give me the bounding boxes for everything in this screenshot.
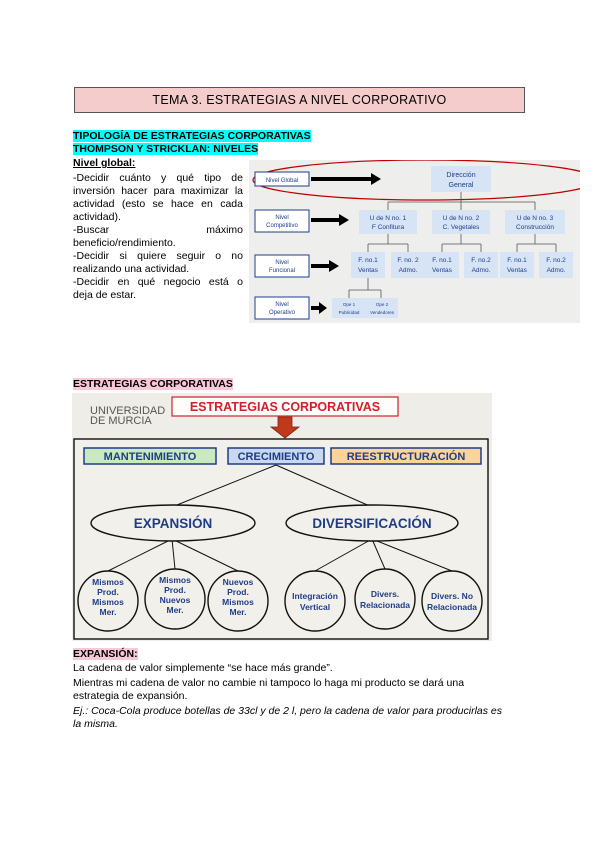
branch-expansion	[91, 505, 255, 541]
level-box-funcional	[255, 255, 309, 277]
example-line: Ej.: Coca-Cola produce botellas de 33cl y de 2 l, pero la cadena de valor para producirlas es	[73, 705, 502, 717]
svg-text:U de N no. 3: U de N no. 3	[516, 215, 554, 222]
svg-text:Admo.: Admo.	[546, 267, 566, 274]
diagram-title-box	[172, 397, 398, 416]
text-line: realizando una actividad.	[73, 263, 190, 275]
text-line: -Buscar máximo	[73, 224, 243, 236]
text-line: Mientras mi cadena de valor no cambie ni tampoco lo haga mi producto se dará una	[73, 677, 465, 689]
heading-estrategias: ESTRATEGIAS CORPORATIVAS	[73, 378, 233, 390]
svg-text:REESTRUCTURACIÓN: REESTRUCTURACIÓN	[346, 451, 466, 463]
nivel-global-text	[73, 172, 243, 302]
corporate-diagram-svg	[72, 393, 492, 641]
svg-text:Construcción: Construcción	[516, 224, 554, 231]
svg-text:Mismos: Mismos	[159, 575, 191, 585]
svg-text:Publicidad: Publicidad	[338, 310, 360, 315]
svg-text:Nivel: Nivel	[275, 215, 289, 221]
svg-text:Operativo: Operativo	[268, 310, 296, 316]
text-line: beneficio/rendimiento.	[73, 237, 176, 249]
level-arrow	[311, 260, 339, 272]
svg-text:Nivel: Nivel	[275, 260, 289, 266]
heading-tipologia: TIPOLOGÍA DE ESTRATEGIAS CORPORATIVAS	[73, 130, 311, 142]
svg-text:MANTENIMIENTO: MANTENIMIENTO	[103, 451, 197, 463]
svg-text:F. no.2: F. no.2	[471, 257, 491, 264]
leaf-divers-no-relacionada	[422, 571, 482, 631]
svg-text:Dirección: Dirección	[446, 172, 476, 179]
svg-text:Admo.: Admo.	[471, 267, 491, 274]
expansion-text	[73, 662, 527, 731]
text-line: inversión hacer para maximizar la	[73, 185, 243, 197]
text-line: -Decidir cuánto y qué tipo de	[73, 172, 243, 184]
operative-box	[332, 298, 366, 318]
text-line: -Decidir si quiere seguir o no	[73, 250, 243, 262]
level-arrow	[311, 214, 349, 226]
section-heading	[73, 648, 138, 661]
functional-box	[351, 252, 385, 278]
svg-text:Ope 2: Ope 2	[375, 302, 389, 307]
svg-text:U de N no. 2: U de N no. 2	[442, 215, 480, 222]
category-mantenimiento	[84, 448, 216, 464]
svg-text:ESTRATEGIAS CORPORATIVAS: ESTRATEGIAS CORPORATIVAS	[189, 400, 381, 414]
operative-box	[366, 298, 398, 318]
svg-text:Nivel: Nivel	[275, 302, 289, 308]
svg-text:Integración: Integración	[292, 591, 338, 601]
svg-text:Nuevos: Nuevos	[159, 595, 191, 605]
university-logo-line2: DE MURCIA	[90, 415, 152, 427]
svg-text:F Confitura: F Confitura	[371, 224, 405, 231]
levels-diagram-svg	[249, 160, 580, 323]
svg-text:EXPANSIÓN: EXPANSIÓN	[133, 516, 213, 531]
level-box-competitivo	[255, 210, 309, 232]
svg-text:U de N no. 1: U de N no. 1	[369, 215, 407, 222]
svg-text:Prod.: Prod.	[164, 585, 186, 595]
text-line: estrategia de expansión.	[73, 690, 188, 702]
text-line: actividad).	[73, 211, 121, 223]
section-heading	[73, 130, 311, 143]
functional-box	[500, 252, 534, 278]
leaf-integracion-vertical	[285, 571, 345, 631]
business-unit-box	[505, 210, 565, 234]
text-line: La cadena de valor simplemente “se hace más grande”.	[73, 662, 333, 674]
connector-lines	[349, 192, 556, 298]
svg-text:Ventas: Ventas	[507, 267, 527, 274]
category-crecimiento	[228, 448, 324, 464]
business-unit-box	[359, 210, 417, 234]
svg-text:CRECIMIENTO: CRECIMIENTO	[237, 451, 315, 463]
heading-expansion: EXPANSIÓN:	[73, 648, 138, 660]
svg-text:F. no.1: F. no.1	[432, 257, 452, 264]
corporate-strategies-diagram	[72, 393, 492, 641]
university-logo-line1: UNIVERSIDAD	[90, 405, 166, 417]
leaf-mismos-prod-mismos-mer	[78, 571, 138, 631]
svg-text:Nuevos: Nuevos	[222, 577, 254, 587]
text-line: actividad (esto se hace en cada	[73, 198, 243, 210]
section-heading	[73, 378, 233, 391]
svg-text:General: General	[448, 182, 474, 189]
svg-text:Mismos: Mismos	[92, 577, 124, 587]
branch-diversificacion	[286, 505, 458, 541]
text-line: -Decidir en qué negocio está o	[73, 276, 243, 288]
svg-text:C. Vegetales: C. Vegetales	[442, 224, 480, 231]
level-arrow	[311, 173, 381, 185]
leaf-divers-relacionada	[355, 569, 415, 629]
svg-text:Mismos: Mismos	[222, 597, 254, 607]
leaf-mismos-prod-nuevos-mer	[145, 569, 205, 629]
svg-text:F. no.2: F. no.2	[546, 257, 566, 264]
functional-box	[391, 252, 425, 278]
level-box-operativo	[255, 297, 309, 319]
down-arrow	[271, 417, 299, 438]
svg-text:Relacionada: Relacionada	[359, 600, 411, 610]
levels-diagram	[249, 160, 580, 323]
nivel-global-label: Nivel global:	[73, 157, 136, 169]
svg-text:Divers.: Divers.	[370, 589, 400, 599]
svg-text:Vendedores: Vendedores	[369, 310, 395, 315]
business-unit-box	[432, 210, 490, 234]
svg-text:F. no. 2: F. no. 2	[397, 257, 419, 264]
svg-text:F. no.1: F. no.1	[358, 257, 378, 264]
svg-text:Prod.: Prod.	[227, 587, 249, 597]
category-reestructuracion	[331, 448, 481, 464]
functional-box	[539, 252, 573, 278]
level-arrow	[311, 302, 327, 314]
subheading-thompson: THOMPSON Y STRICKLAN: NIVELES	[73, 143, 259, 155]
svg-text:Mer.: Mer.	[229, 607, 247, 617]
svg-text:F. no.1: F. no.1	[507, 257, 527, 264]
example-line: la misma.	[73, 718, 118, 730]
page-title: TEMA 3. ESTRATEGIAS A NIVEL CORPORATIVO	[74, 87, 525, 113]
text-line: deja de estar.	[73, 289, 137, 301]
svg-text:Prod.: Prod.	[97, 587, 119, 597]
svg-text:Mismos: Mismos	[92, 597, 124, 607]
svg-text:Admo.: Admo.	[398, 267, 418, 274]
svg-text:Divers. No: Divers. No	[430, 591, 474, 601]
svg-text:Mer.: Mer.	[99, 607, 117, 617]
svg-text:Mer.: Mer.	[166, 605, 184, 615]
svg-text:Relacionada: Relacionada	[426, 602, 478, 612]
functional-box	[425, 252, 459, 278]
svg-text:Ope 1: Ope 1	[342, 302, 356, 307]
svg-text:Vertical: Vertical	[299, 602, 331, 612]
svg-text:Ventas: Ventas	[432, 267, 452, 274]
svg-text:Competitivo: Competitivo	[266, 223, 298, 229]
direccion-general-box	[431, 166, 491, 192]
svg-text:DIVERSIFICACIÓN: DIVERSIFICACIÓN	[312, 516, 432, 531]
level-box-global	[255, 172, 309, 186]
svg-text:Nivel Global: Nivel Global	[265, 178, 299, 184]
svg-text:Ventas: Ventas	[358, 267, 378, 274]
svg-text:Funcional: Funcional	[268, 268, 296, 274]
leaf-nuevos-prod-mismos-mer	[208, 571, 268, 631]
functional-box	[464, 252, 498, 278]
section-subheading	[73, 143, 258, 156]
